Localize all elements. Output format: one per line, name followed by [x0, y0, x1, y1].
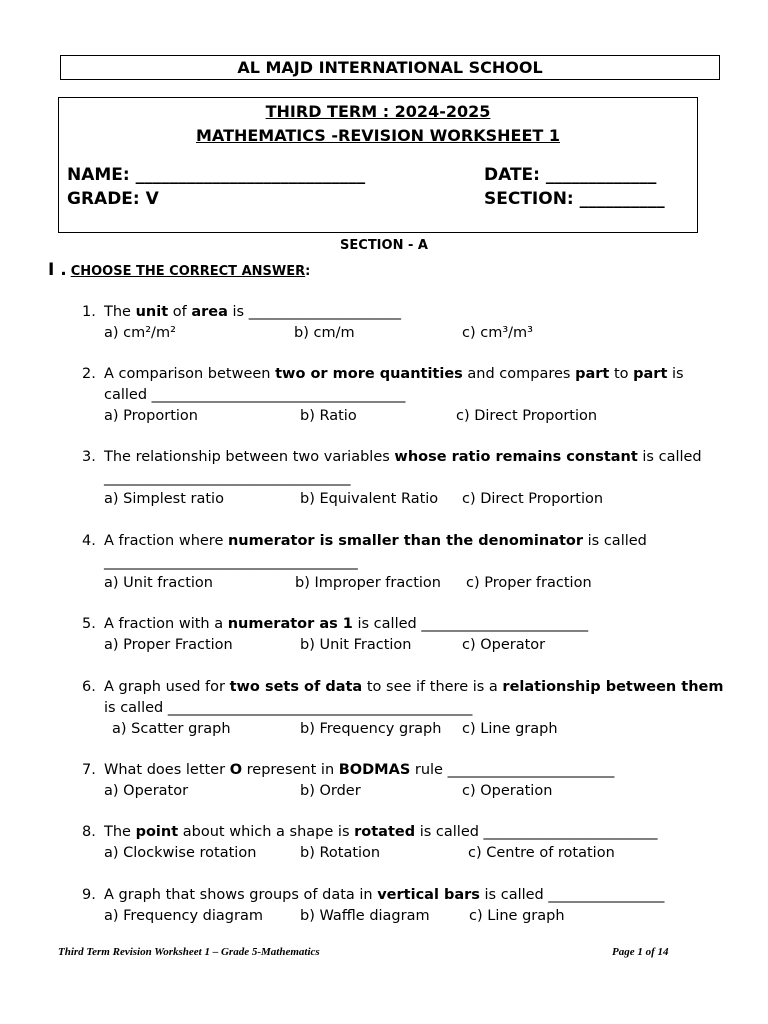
question-item: [82, 614, 722, 656]
instruction: [48, 260, 310, 280]
question-text: A graph that shows groups of data in vertical bars is called ________________: [104, 887, 665, 903]
question-text: The point about which a shape is rotated is called ________________________: [104, 824, 658, 840]
question-item: [82, 885, 722, 927]
question-number: 5.: [82, 616, 96, 632]
grade-field: GRADE: V: [67, 189, 159, 209]
instruction-colon: :: [305, 264, 311, 279]
page-number: Page 1 of 14: [612, 946, 669, 958]
question-text: ___________________________________: [104, 554, 358, 570]
answer-option: b) Improper fraction: [295, 575, 441, 591]
options-row: [82, 573, 722, 594]
answer-option: c) Direct Proportion: [462, 491, 604, 507]
footer-title: Third Term Revision Worksheet 1 – Grade 5-Mathematics: [58, 946, 320, 958]
term-title: THIRD TERM : 2024-2025: [265, 102, 491, 121]
options-row: [82, 781, 722, 802]
answer-option: c) Centre of rotation: [468, 845, 615, 861]
question-number: 9.: [82, 887, 96, 903]
question-number: 4.: [82, 533, 96, 549]
answer-option: c) cm³/m³: [462, 325, 533, 341]
worksheet-title: MATHEMATICS -REVISION WORKSHEET 1: [196, 126, 560, 145]
answer-option: b) cm/m: [294, 325, 355, 341]
answer-option: b) Frequency graph: [300, 721, 442, 737]
section-heading: SECTION - A: [340, 238, 428, 253]
question-text: A comparison between two or more quantities and compares part to part is: [104, 366, 684, 382]
question-number: 1.: [82, 304, 96, 320]
answer-option: b) Equivalent Ratio: [300, 491, 439, 507]
options-row: [82, 323, 722, 344]
question-line: [82, 822, 722, 843]
question-number: 6.: [82, 679, 96, 695]
question-line: [82, 364, 722, 385]
worksheet-header-box: [58, 97, 698, 233]
question-number: 3.: [82, 449, 96, 465]
answer-option: a) Frequency diagram: [104, 908, 263, 924]
question-item: [82, 760, 722, 802]
question-text: The unit of area is _____________________: [104, 304, 401, 320]
answer-option: c) Line graph: [469, 908, 565, 924]
answer-option: c) Direct Proportion: [456, 408, 598, 424]
question-text: A fraction where numerator is smaller than the denominator is called: [104, 533, 647, 549]
question-item: [82, 822, 722, 864]
options-row: [82, 635, 722, 656]
question-item: [82, 447, 722, 510]
options-row: [82, 906, 722, 927]
options-row: [82, 406, 722, 427]
answer-option: a) Unit fraction: [104, 575, 213, 591]
question-line: [82, 447, 722, 468]
question-line: [82, 552, 722, 573]
answer-option: b) Ratio: [300, 408, 357, 424]
answer-option: b) Waffle diagram: [300, 908, 430, 924]
answer-option: a) Simplest ratio: [104, 491, 224, 507]
question-item: [82, 364, 722, 427]
answer-option: a) cm²/m²: [104, 325, 176, 341]
question-item: [82, 677, 722, 740]
question-text: The relationship between two variables whose ratio remains constant is called: [104, 449, 702, 465]
question-line: [82, 885, 722, 906]
section-field: SECTION: __________: [484, 189, 665, 209]
question-line: [82, 302, 722, 323]
answer-option: c) Proper fraction: [466, 575, 592, 591]
question-text: __________________________________: [104, 470, 351, 486]
question-text: is called __________________________________________: [104, 700, 473, 716]
answer-option: b) Unit Fraction: [300, 637, 412, 653]
answer-option: a) Proportion: [104, 408, 198, 424]
question-text: called ___________________________________: [104, 387, 406, 403]
question-item: [82, 302, 722, 344]
instruction-text: CHOOSE THE CORRECT ANSWER: [70, 264, 306, 279]
options-row: [82, 843, 722, 864]
school-name-box: [60, 55, 720, 80]
question-line: [82, 385, 722, 406]
question-line: [82, 531, 722, 552]
answer-option: b) Order: [300, 783, 361, 799]
answer-option: c) Operator: [462, 637, 546, 653]
answer-option: a) Operator: [104, 783, 189, 799]
answer-option: a) Clockwise rotation: [104, 845, 257, 861]
question-text: What does letter O represent in BODMAS rule _______________________: [104, 762, 615, 778]
question-line: [82, 677, 722, 698]
question-line: [82, 698, 722, 719]
question-number: 8.: [82, 824, 96, 840]
question-number: 2.: [82, 366, 96, 382]
answer-option: a) Scatter graph: [112, 721, 231, 737]
question-number: 7.: [82, 762, 96, 778]
options-row: [82, 719, 722, 740]
question-line: [82, 614, 722, 635]
answer-option: b) Rotation: [300, 845, 381, 861]
school-name: AL MAJD INTERNATIONAL SCHOOL: [237, 58, 543, 77]
date-field: DATE: _____________: [484, 165, 657, 185]
options-row: [82, 489, 722, 510]
question-text: A fraction with a numerator as 1 is called _______________________: [104, 616, 589, 632]
question-text: A graph used for two sets of data to see if there is a relationship between them: [104, 679, 724, 695]
question-line: [82, 468, 722, 489]
instruction-number: I .: [48, 260, 67, 280]
question-item: [82, 531, 722, 594]
answer-option: c) Line graph: [462, 721, 558, 737]
name-field: NAME: ___________________________: [67, 165, 366, 185]
answer-option: a) Proper Fraction: [104, 637, 233, 653]
answer-option: c) Operation: [462, 783, 553, 799]
question-line: [82, 760, 722, 781]
